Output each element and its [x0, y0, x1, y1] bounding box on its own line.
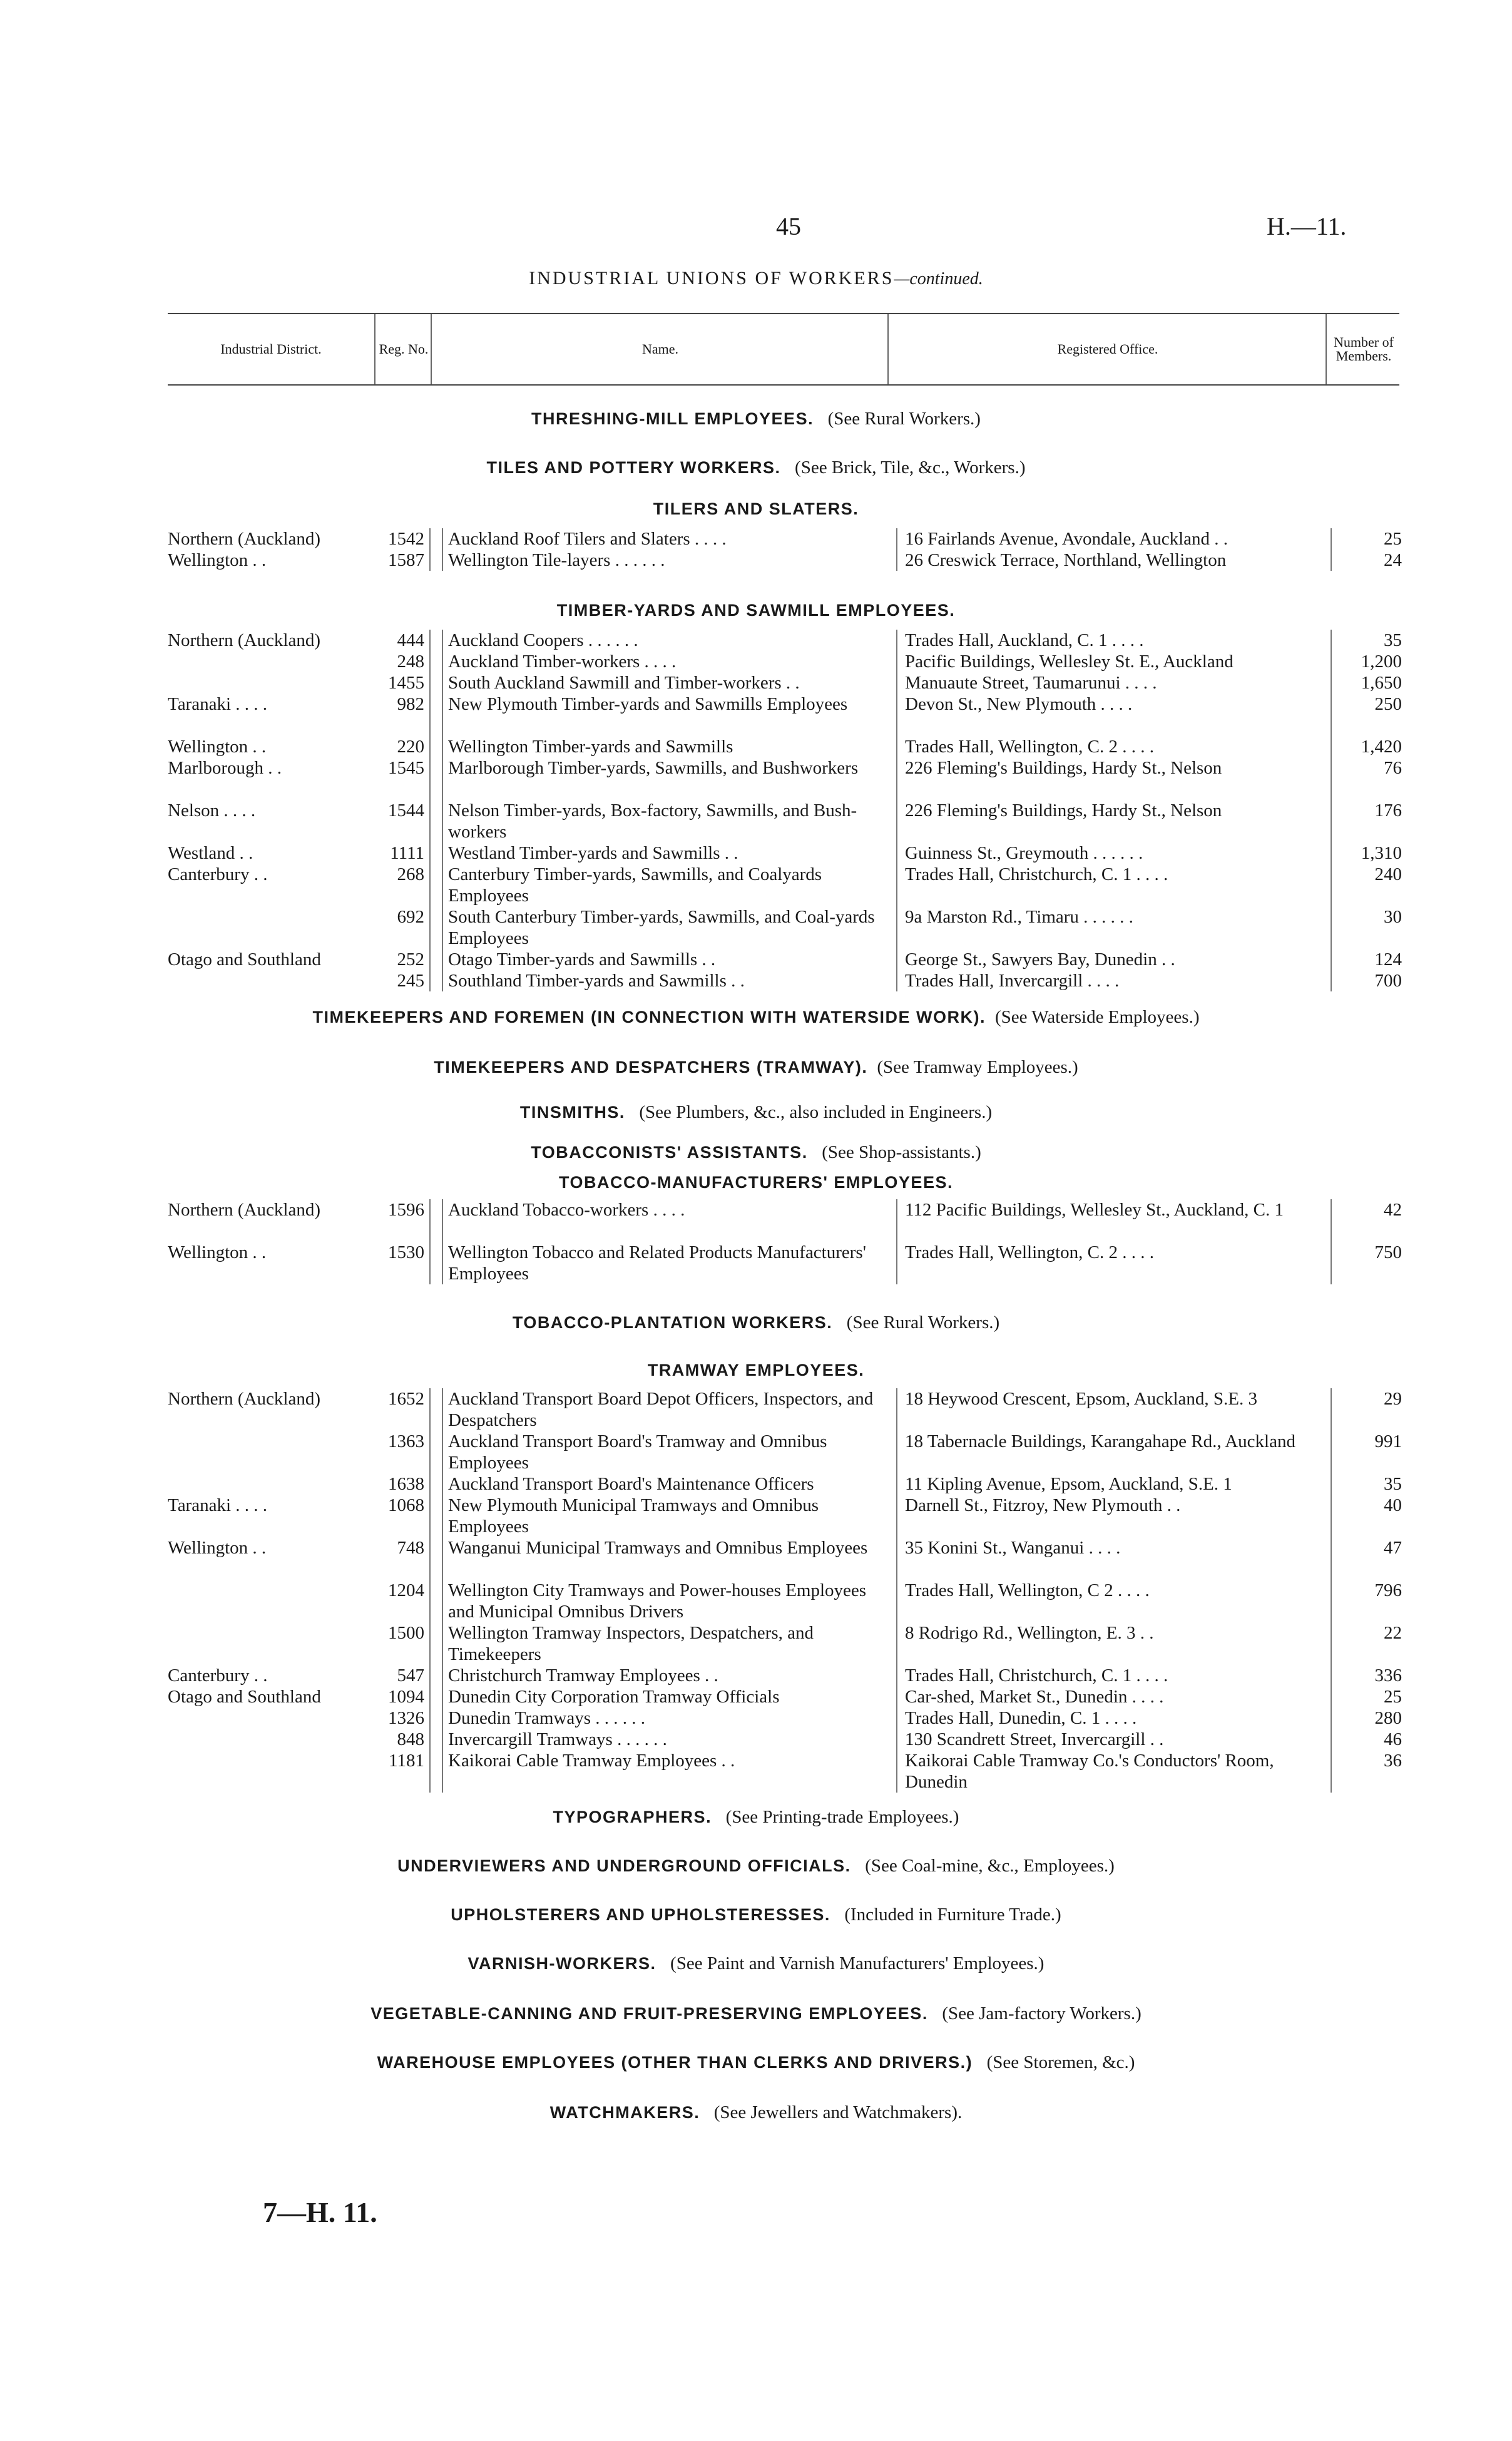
member-count-cell: 1,420: [1361, 737, 1402, 757]
section-title: TILERS AND SLATERS.: [653, 499, 859, 518]
page-number: 45: [776, 212, 801, 240]
reg-number-cell: 1111: [390, 843, 424, 863]
union-name-cell: Auckland Roof Tilers and Slaters . . . .: [448, 529, 727, 549]
member-count-cell: 35: [1384, 1474, 1402, 1494]
member-count-cell: 40: [1384, 1495, 1402, 1515]
column-rule: [896, 528, 897, 571]
section-title: TIMEKEEPERS AND FOREMEN (IN CONNECTION WITH WATERSIDE WORK).: [312, 1008, 986, 1026]
section-tobacco-manufacturers: [0, 1172, 1512, 1193]
section-threshing: [0, 408, 1512, 429]
page-title: [0, 268, 1512, 289]
reg-number-cell: 252: [397, 949, 424, 970]
section-note: (See Tramway Employees.): [877, 1057, 1078, 1077]
member-count-cell: 46: [1384, 1729, 1402, 1749]
member-count-cell: 176: [1374, 801, 1402, 821]
section-note: (See Plumbers, &c., also included in Engineers.): [639, 1102, 993, 1122]
union-name-cell: New Plymouth Municipal Tramways and Omnibus Employees: [448, 1495, 819, 1537]
column-rule: [442, 1388, 443, 1793]
column-rule: [429, 528, 431, 571]
district-cell: Canterbury . .: [168, 864, 268, 884]
registered-office-cell: Trades Hall, Christchurch, C. 1 . . . .: [905, 1666, 1168, 1686]
reg-number-cell: 1544: [388, 801, 424, 821]
union-name-cell: Wellington Tile-layers . . . . . .: [448, 550, 665, 570]
registered-office-cell: 11 Kipling Avenue, Epsom, Auckland, S.E. 1: [905, 1474, 1232, 1494]
section-note: (See Rural Workers.): [827, 409, 981, 429]
section-note: (See Printing-trade Employees.): [725, 1807, 959, 1827]
section-title: TIMEKEEPERS AND DESPATCHERS (TRAMWAY).: [434, 1058, 868, 1077]
reg-number-cell: 1181: [389, 1751, 424, 1771]
member-count-cell: 30: [1384, 907, 1402, 927]
member-count-cell: 1,650: [1361, 673, 1402, 693]
column-rule: [442, 1199, 443, 1284]
tilers-table: [0, 528, 1512, 578]
reg-number-cell: 982: [397, 694, 424, 714]
district-cell: Northern (Auckland): [168, 529, 320, 549]
section-tobacconists: [0, 1142, 1512, 1163]
district-cell: Westland . .: [168, 843, 253, 863]
union-name-cell: Otago Timber-yards and Sawmills . .: [448, 949, 716, 970]
union-name-cell: Wellington Tramway Inspectors, Despatchers, and Timekeepers: [448, 1623, 814, 1664]
section-title: WAREHOUSE EMPLOYEES (OTHER THAN CLERKS AND DRIVERS.): [377, 2053, 973, 2072]
member-count-cell: 29: [1384, 1389, 1402, 1409]
union-name-cell: Auckland Timber-workers . . . .: [448, 652, 677, 672]
section-title: UPHOLSTERERS AND UPHOLSTERESSES.: [451, 1905, 830, 1924]
registered-office-cell: Trades Hall, Wellington, C. 2 . . . .: [905, 737, 1155, 757]
member-count-cell: 36: [1384, 1751, 1402, 1771]
reg-number-cell: 547: [397, 1666, 424, 1686]
reg-number-cell: 1500: [388, 1623, 424, 1643]
member-count-cell: 250: [1374, 694, 1402, 714]
registered-office-cell: Trades Hall, Christchurch, C. 1 . . . .: [905, 864, 1168, 884]
section-tiles-pottery: [0, 457, 1512, 478]
reg-number-cell: 1455: [388, 673, 424, 693]
column-rule: [442, 630, 443, 991]
member-count-cell: 700: [1374, 971, 1402, 991]
union-name-cell: Auckland Transport Board Depot Officers, Inspectors, and Despatchers: [448, 1389, 874, 1430]
section-timber: [0, 600, 1512, 621]
section-typographers: [0, 1806, 1512, 1828]
reg-number-cell: 1530: [388, 1242, 424, 1262]
union-name-cell: South Auckland Sawmill and Timber-workers . .: [448, 673, 800, 693]
district-cell: Northern (Auckland): [168, 1200, 320, 1220]
union-name-cell: Kaikorai Cable Tramway Employees . .: [448, 1751, 735, 1771]
column-header-reg: Reg. No.: [374, 314, 432, 384]
registered-office-cell: Trades Hall, Invercargill . . . .: [905, 971, 1120, 991]
union-name-cell: Dunedin City Corporation Tramway Officials: [448, 1687, 780, 1707]
member-count-cell: 240: [1374, 864, 1402, 884]
registered-office-cell: 226 Fleming's Buildings, Hardy St., Nelson: [905, 801, 1222, 821]
reg-number-cell: 1652: [388, 1389, 424, 1409]
union-name-cell: Auckland Transport Board's Tramway and Omnibus Employees: [448, 1431, 827, 1473]
column-rule: [442, 528, 443, 571]
district-cell: Wellington . .: [168, 550, 267, 570]
reg-number-cell: 1638: [388, 1474, 424, 1494]
section-note: (See Coal-mine, &c., Employees.): [865, 1856, 1115, 1876]
union-name-cell: Wanganui Municipal Tramways and Omnibus Employees: [448, 1538, 868, 1558]
district-cell: Marlborough . .: [168, 758, 282, 778]
section-varnish: [0, 1953, 1512, 1974]
union-name-cell: Nelson Timber-yards, Box-factory, Sawmills, and Bush-workers: [448, 801, 857, 842]
section-timekeepers-despatchers: [0, 1057, 1512, 1078]
reg-number-cell: 1596: [388, 1200, 424, 1220]
district-cell: Northern (Auckland): [168, 1389, 320, 1409]
member-count-cell: 47: [1384, 1538, 1402, 1558]
section-watchmakers: [0, 2102, 1512, 2123]
union-name-cell: Christchurch Tramway Employees . .: [448, 1666, 718, 1686]
column-rule: [1331, 1199, 1332, 1284]
section-note: (See Shop-assistants.): [822, 1142, 981, 1162]
section-note: (See Brick, Tile, &c., Workers.): [795, 458, 1026, 478]
section-note: (Included in Furniture Trade.): [844, 1905, 1061, 1925]
section-tramway: [0, 1359, 1512, 1381]
section-vegetable: [0, 2003, 1512, 2024]
district-cell: Canterbury . .: [168, 1666, 268, 1686]
column-header-district: Industrial District.: [220, 341, 322, 357]
member-count-cell: 22: [1384, 1623, 1402, 1643]
registered-office-cell: Kaikorai Cable Tramway Co.'s Conductors' Room, Dunedin: [905, 1751, 1274, 1792]
union-name-cell: New Plymouth Timber-yards and Sawmills Employees: [448, 694, 848, 714]
registered-office-cell: Manuaute Street, Taumarunui . . . .: [905, 673, 1157, 693]
section-note: (See Jewellers and Watchmakers).: [713, 2102, 963, 2122]
union-name-cell: Wellington Timber-yards and Sawmills: [448, 737, 733, 757]
reg-number-cell: 248: [397, 652, 424, 672]
union-name-cell: South Canterbury Timber-yards, Sawmills, and Coal-yards Employees: [448, 907, 875, 948]
union-name-cell: Wellington Tobacco and Related Products Manufacturers' Employees: [448, 1242, 866, 1284]
registered-office-cell: 18 Tabernacle Buildings, Karangahape Rd., Auckland: [905, 1431, 1295, 1451]
union-name-cell: Wellington City Tramways and Power-houses Employees and Municipal Omnibus Drivers: [448, 1580, 867, 1622]
registered-office-cell: George St., Sawyers Bay, Dunedin . .: [905, 949, 1175, 970]
union-name-cell: Southland Timber-yards and Sawmills . .: [448, 971, 745, 991]
member-count-cell: 280: [1374, 1708, 1402, 1728]
registered-office-cell: Guinness St., Greymouth . . . . . .: [905, 843, 1143, 863]
section-title: VEGETABLE-CANNING AND FRUIT-PRESERVING EMPLOYEES.: [370, 2004, 928, 2023]
column-rule: [1331, 528, 1332, 571]
registered-office-cell: 112 Pacific Buildings, Wellesley St., Auckland, C. 1: [905, 1200, 1284, 1220]
section-title: TOBACCO-PLANTATION WORKERS.: [512, 1313, 833, 1332]
district-cell: Wellington . .: [168, 1242, 267, 1262]
section-title: WATCHMAKERS.: [549, 2103, 700, 2122]
column-header-row: [168, 313, 1399, 386]
section-title: TINSMITHS.: [519, 1103, 625, 1122]
tramway-table: [0, 1388, 1512, 1792]
reg-number-cell: 1204: [388, 1580, 424, 1600]
reg-number-cell: 220: [397, 737, 424, 757]
union-name-cell: Invercargill Tramways . . . . . .: [448, 1729, 667, 1749]
section-upholsterers: [0, 1904, 1512, 1925]
registered-office-cell: 9a Marston Rd., Timaru . . . . . .: [905, 907, 1133, 927]
union-name-cell: Auckland Transport Board's Maintenance Officers: [448, 1474, 814, 1494]
sheet-signature: 7—H. 11.: [263, 2196, 377, 2228]
document-code: H.—11.: [1267, 212, 1347, 240]
district-cell: Wellington . .: [168, 737, 267, 757]
registered-office-cell: Trades Hall, Auckland, C. 1 . . . .: [905, 630, 1144, 650]
reg-number-cell: 1363: [388, 1431, 424, 1451]
member-count-cell: 124: [1374, 949, 1402, 970]
column-header-members: Number of Members.: [1326, 314, 1401, 384]
district-cell: Otago and Southland: [168, 1687, 321, 1707]
page-title-text: INDUSTRIAL UNIONS OF WORKERS: [529, 268, 894, 289]
district-cell: Wellington . .: [168, 1538, 267, 1558]
registered-office-cell: Trades Hall, Dunedin, C. 1 . . . .: [905, 1708, 1137, 1728]
section-underviewers: [0, 1855, 1512, 1876]
page-title-suffix: —continued.: [894, 269, 983, 289]
section-title: VARNISH-WORKERS.: [467, 1954, 656, 1973]
district-cell: Nelson . . . .: [168, 801, 256, 821]
registered-office-cell: 26 Creswick Terrace, Northland, Wellington: [905, 550, 1227, 570]
reg-number-cell: 268: [397, 864, 424, 884]
registered-office-cell: Darnell St., Fitzroy, New Plymouth . .: [905, 1495, 1181, 1515]
section-title: TOBACCO-MANUFACTURERS' EMPLOYEES.: [559, 1173, 953, 1192]
union-name-cell: Auckland Tobacco-workers . . . .: [448, 1200, 685, 1220]
member-count-cell: 42: [1384, 1200, 1402, 1220]
column-header-name: Name.: [431, 314, 889, 384]
section-title: THRESHING-MILL EMPLOYEES.: [531, 409, 814, 428]
section-title: TIMBER-YARDS AND SAWMILL EMPLOYEES.: [556, 601, 956, 620]
registered-office-cell: 130 Scandrett Street, Invercargill . .: [905, 1729, 1164, 1749]
section-title: UNDERVIEWERS AND UNDERGROUND OFFICIALS.: [397, 1856, 851, 1875]
reg-number-cell: 748: [397, 1538, 424, 1558]
union-name-cell: Dunedin Tramways . . . . . .: [448, 1708, 645, 1728]
section-timekeepers-foremen: [0, 1006, 1512, 1028]
section-tinsmiths: [0, 1102, 1512, 1123]
section-note: (See Storemen, &c.): [986, 2052, 1135, 2072]
member-count-cell: 750: [1374, 1242, 1402, 1262]
section-tilers: [0, 498, 1512, 519]
reg-number-cell: 444: [397, 630, 424, 650]
registered-office-cell: Devon St., New Plymouth . . . .: [905, 694, 1133, 714]
member-count-cell: 1,200: [1361, 652, 1402, 672]
column-rule: [896, 630, 897, 991]
registered-office-cell: Trades Hall, Wellington, C. 2 . . . .: [905, 1242, 1155, 1262]
member-count-cell: 24: [1384, 550, 1402, 570]
reg-number-cell: 1587: [388, 550, 424, 570]
section-warehouse: [0, 2052, 1512, 2073]
registered-office-cell: Pacific Buildings, Wellesley St. E., Auckland: [905, 652, 1234, 672]
reg-number-cell: 245: [397, 971, 424, 991]
column-header-office: Registered Office.: [887, 314, 1327, 384]
column-rule: [429, 1199, 431, 1284]
reg-number-cell: 1326: [388, 1708, 424, 1728]
member-count-cell: 35: [1384, 630, 1402, 650]
section-title: TYPOGRAPHERS.: [553, 1808, 712, 1826]
member-count-cell: 76: [1384, 758, 1402, 778]
union-name-cell: Westland Timber-yards and Sawmills . .: [448, 843, 738, 863]
member-count-cell: 336: [1374, 1666, 1402, 1686]
union-name-cell: Auckland Coopers . . . . . .: [448, 630, 638, 650]
reg-number-cell: 692: [397, 907, 424, 927]
timber-table: [0, 630, 1512, 991]
column-rule: [1331, 1388, 1332, 1793]
section-note: (See Rural Workers.): [846, 1313, 1000, 1333]
member-count-cell: 25: [1384, 1687, 1402, 1707]
member-count-cell: 796: [1374, 1580, 1402, 1600]
registered-office-cell: 35 Konini St., Wanganui . . . .: [905, 1538, 1121, 1558]
section-note: (See Paint and Varnish Manufacturers' Employees.): [670, 1953, 1045, 1973]
registered-office-cell: Trades Hall, Wellington, C 2 . . . .: [905, 1580, 1150, 1600]
section-note: (See Jam-factory Workers.): [942, 2003, 1142, 2024]
union-name-cell: Marlborough Timber-yards, Sawmills, and Bushworkers: [448, 758, 859, 778]
reg-number-cell: 1542: [388, 529, 424, 549]
district-cell: Otago and Southland: [168, 949, 321, 970]
column-rule: [429, 1388, 431, 1793]
registered-office-cell: 226 Fleming's Buildings, Hardy St., Nelson: [905, 758, 1222, 778]
reg-number-cell: 1545: [388, 758, 424, 778]
section-title: TILES AND POTTERY WORKERS.: [486, 458, 781, 477]
member-count-cell: 25: [1384, 529, 1402, 549]
section-tobacco-plantation: [0, 1312, 1512, 1333]
tobacco-table: [0, 1199, 1512, 1287]
reg-number-cell: 848: [397, 1729, 424, 1749]
section-title: TOBACCONISTS' ASSISTANTS.: [531, 1143, 808, 1162]
column-rule: [1331, 630, 1332, 991]
column-rule: [896, 1199, 897, 1284]
registered-office-cell: 18 Heywood Crescent, Epsom, Auckland, S.E. 3: [905, 1389, 1258, 1409]
column-rule: [896, 1388, 897, 1793]
section-title: TRAMWAY EMPLOYEES.: [647, 1361, 865, 1379]
registered-office-cell: Car-shed, Market St., Dunedin . . . .: [905, 1687, 1164, 1707]
district-cell: Taranaki . . . .: [168, 1495, 268, 1515]
member-count-cell: 1,310: [1361, 843, 1402, 863]
district-cell: Taranaki . . . .: [168, 694, 268, 714]
district-cell: Northern (Auckland): [168, 630, 320, 650]
registered-office-cell: 16 Fairlands Avenue, Avondale, Auckland . .: [905, 529, 1228, 549]
reg-number-cell: 1068: [388, 1495, 424, 1515]
registered-office-cell: 8 Rodrigo Rd., Wellington, E. 3 . .: [905, 1623, 1154, 1643]
column-rule: [429, 630, 431, 991]
reg-number-cell: 1094: [388, 1687, 424, 1707]
section-note: (See Waterside Employees.): [995, 1007, 1200, 1027]
member-count-cell: 991: [1374, 1431, 1402, 1451]
union-name-cell: Canterbury Timber-yards, Sawmills, and Coalyards Employees: [448, 864, 822, 906]
